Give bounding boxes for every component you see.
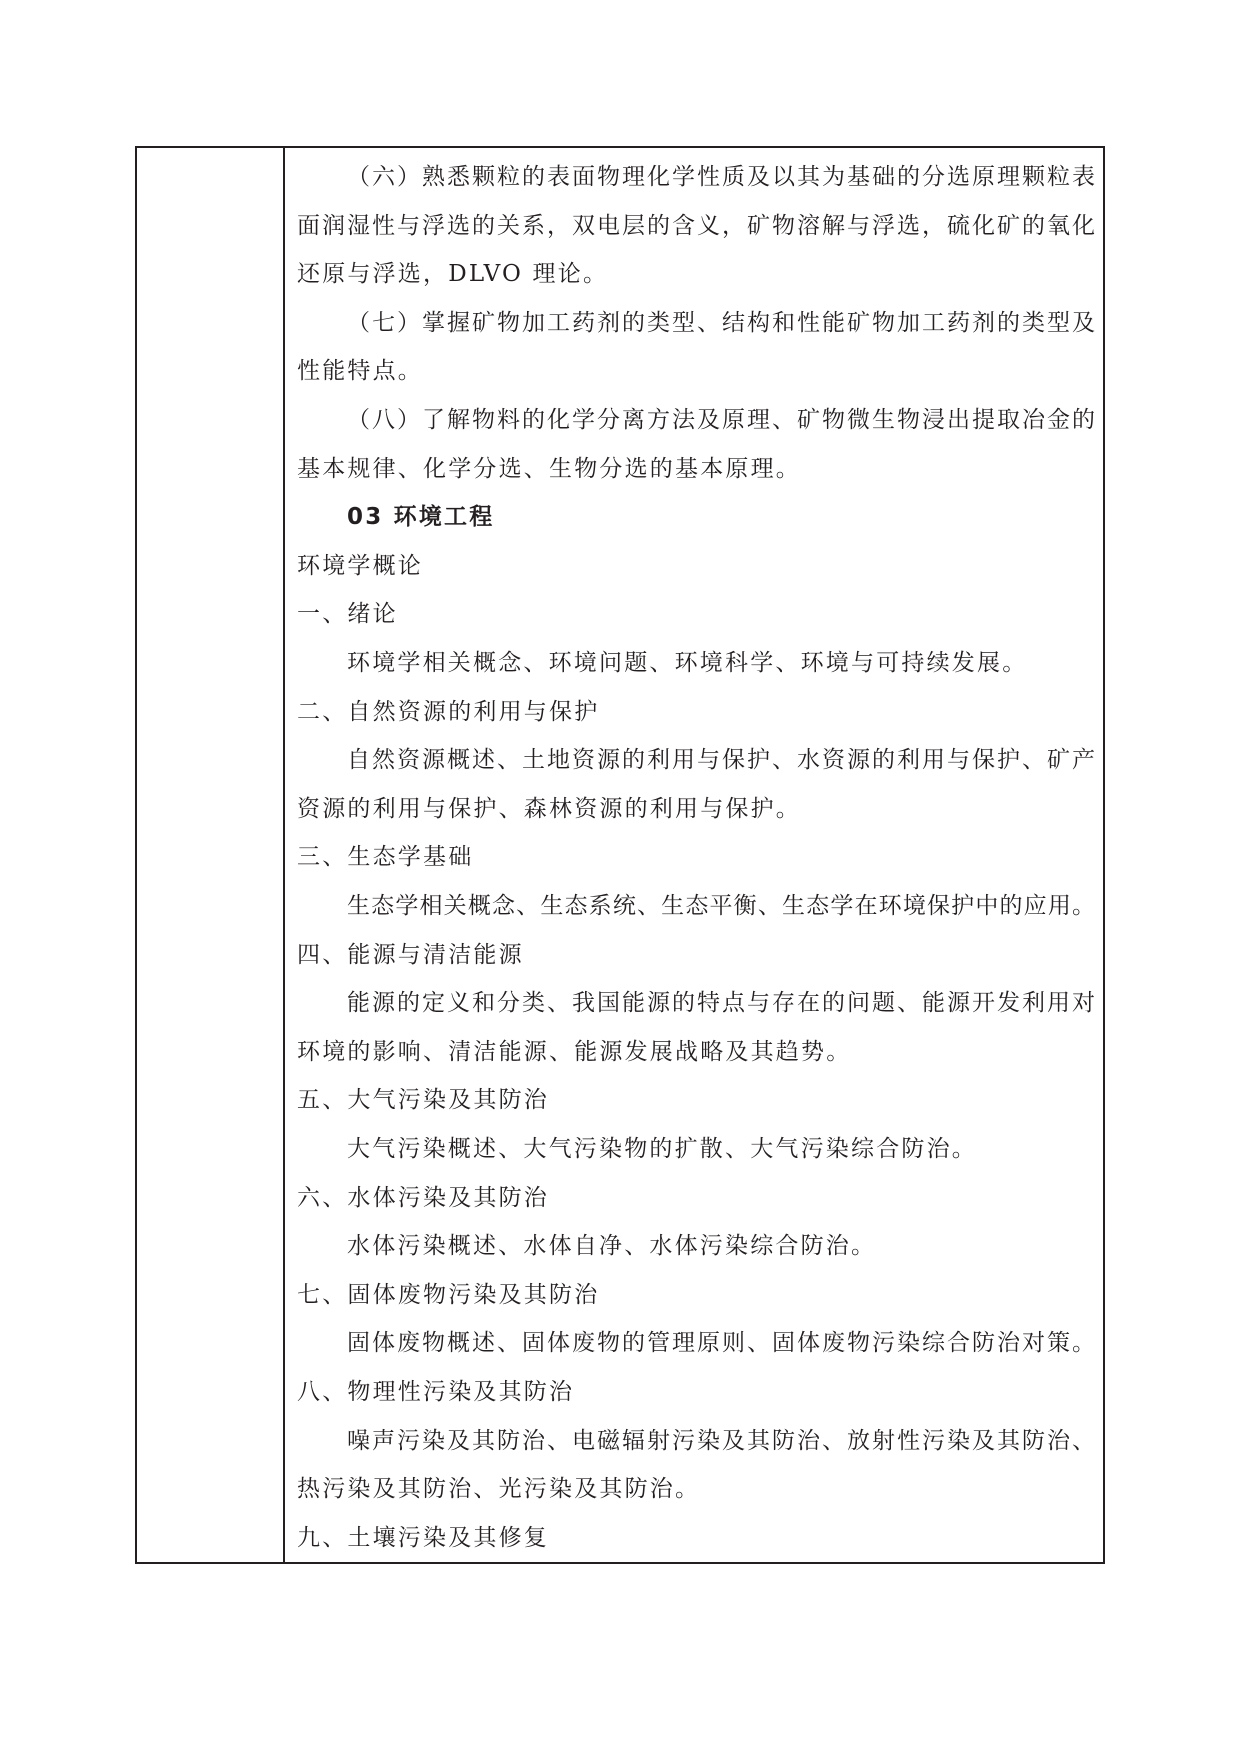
body-text-line: 环境学相关概念、环境问题、环境科学、环境与可持续发展。: [347, 650, 1028, 676]
body-text-line: 面润湿性与浮选的关系，双电层的含义，矿物溶解与浮选，硫化矿的氧化: [297, 212, 1095, 239]
body-text-line: 噪声污染及其防治、电磁辐射污染及其防治、放射性污染及其防治、: [347, 1427, 1095, 1454]
body-text-line: 固体废物概述、固体废物的管理原则、固体废物污染综合防治对策。: [347, 1330, 1095, 1357]
chapter-heading: 三、生态学基础: [297, 844, 474, 871]
chapter-heading: 八、物理性污染及其防治: [297, 1379, 575, 1405]
body-text-line: 还原与浮选，DLVO 理论。: [297, 261, 609, 288]
chapter-heading: 六、水体污染及其防治: [297, 1184, 549, 1211]
table-content-cell: [285, 148, 1103, 1562]
chapter-heading: 七、固体废物污染及其防治: [297, 1281, 600, 1308]
body-text-line: 环境的影响、清洁能源、能源发展战略及其趋势。: [297, 1038, 852, 1065]
body-text-line: 资源的利用与保护、森林资源的利用与保护。: [297, 795, 801, 822]
table-left-cell: [137, 148, 285, 1562]
body-text-line: 自然资源概述、土地资源的利用与保护、水资源的利用与保护、矿产: [347, 747, 1095, 774]
body-text-line: （八）了解物料的化学分离方法及原理、矿物微生物浸出提取冶金的: [347, 407, 1095, 433]
body-text-line: （六）熟悉颗粒的表面物理化学性质及以其为基础的分选原理颗粒表: [347, 164, 1095, 190]
chapter-heading: 九、土壤污染及其修复: [297, 1524, 549, 1551]
section-heading: 03 环境工程: [347, 504, 495, 531]
syllabus-table: [135, 146, 1105, 1564]
body-text-line: 热污染及其防治、光污染及其防治。: [297, 1476, 701, 1503]
body-text-line: （七）掌握矿物加工药剂的类型、结构和性能矿物加工药剂的类型及: [347, 309, 1095, 336]
course-title: 环境学概论: [297, 552, 423, 579]
body-text-line: 性能特点。: [297, 358, 423, 385]
body-text-line: 生态学相关概念、生态系统、生态平衡、生态学在环境保护中的应用。: [347, 893, 1095, 919]
chapter-heading: 五、大气污染及其防治: [297, 1087, 549, 1114]
body-text-line: 水体污染概述、水体自净、水体污染综合防治。: [347, 1233, 877, 1260]
chapter-heading: 四、能源与清洁能源: [297, 941, 524, 968]
chapter-heading: 一、绪论: [297, 601, 398, 628]
body-text-line: 能源的定义和分类、我国能源的特点与存在的问题、能源开发利用对: [347, 990, 1095, 1017]
body-text-line: 大气污染概述、大气污染物的扩散、大气污染综合防治。: [347, 1136, 977, 1162]
chapter-heading: 二、自然资源的利用与保护: [297, 698, 600, 725]
body-text-line: 基本规律、化学分选、生物分选的基本原理。: [297, 455, 801, 482]
